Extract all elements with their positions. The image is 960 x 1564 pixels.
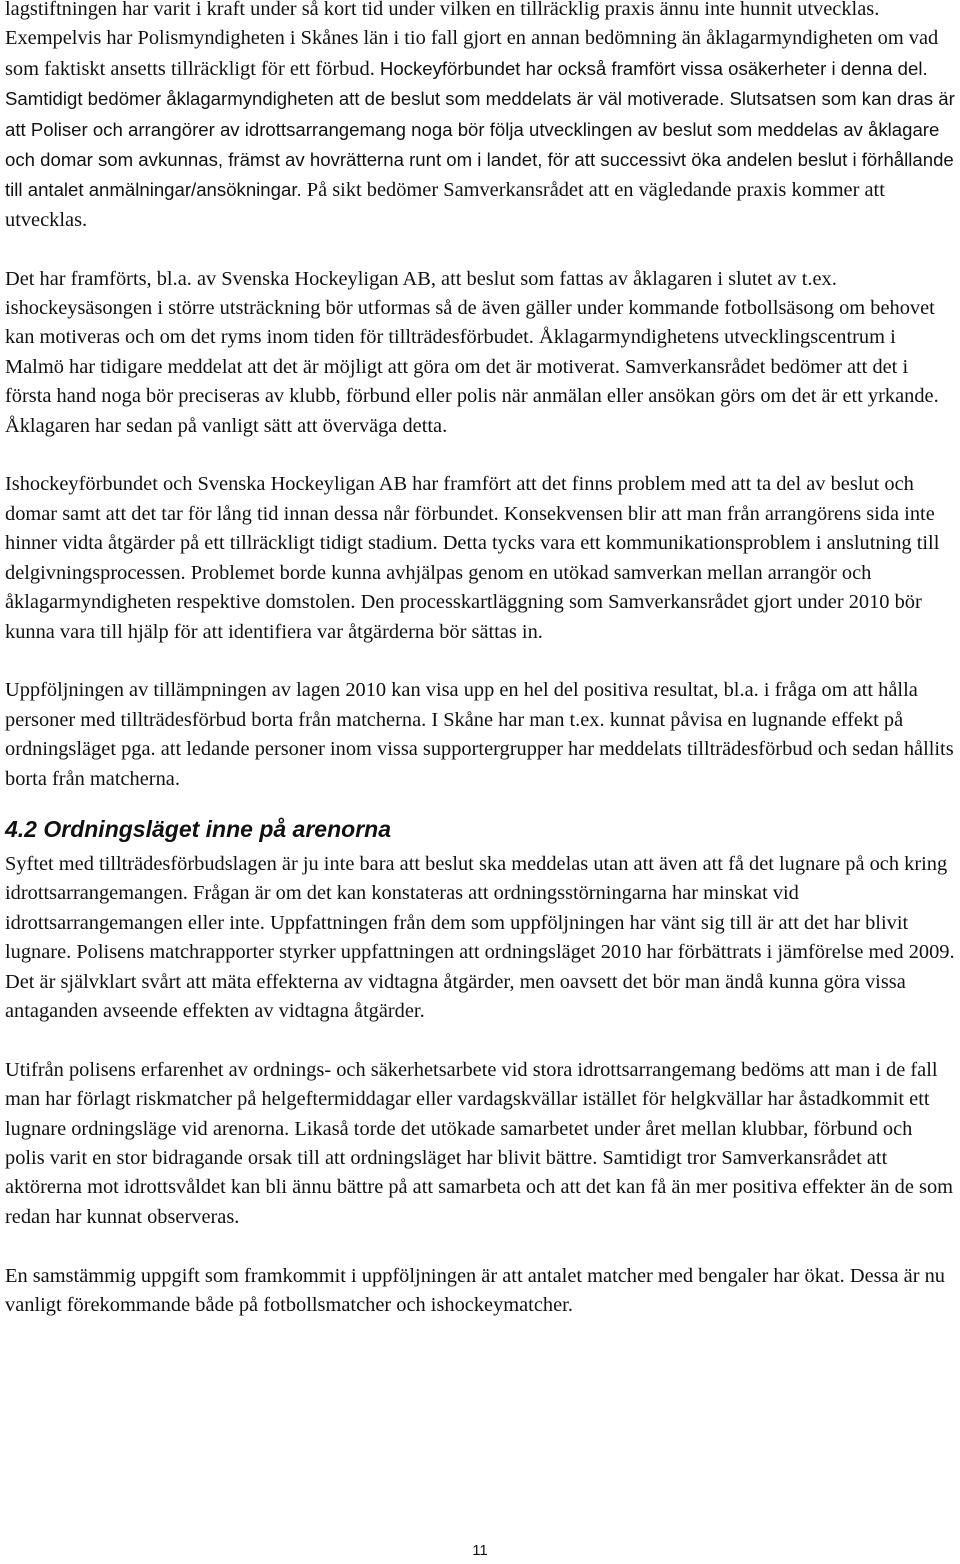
paragraph-run: Utifrån polisens erfarenhet av ordnings- och säkerhetsarbete vid stora idrottsarrangemang bedöms att man i de fall man har förlagt riskmatcher på helgeftermiddagar eller vardagskvällar istället för helgkvällar har åstadkommit ett lugnare ordningsläge vid arenorna. Likaså torde det utökade samarbetet under året mellan klubbar, förbund och polis varit en stor bidragande orsak till att ordningsläget har blivit bättre. Samtidigt tror Samverkansrådet att aktörerna mot idrottsvåldet kan bli ännu bättre på att samarbeta och att det kan få än mer positiva effekter än de som redan har kunnat observeras. bbox=[5, 1058, 954, 1228]
paragraph-uppfoljningen bbox=[5, 676, 957, 794]
paragraph-run: En samstämmig uppgift som framkommit i uppföljningen är att antalet matcher med bengaler har ökat. Dessa är nu vanligt förekommande både på fotbollsmatcher och ishockeymatcher. bbox=[5, 1264, 945, 1316]
paragraph-hockeyligan bbox=[5, 265, 957, 441]
paragraph-run: Ishockeyförbundet och Svenska Hockeyligan AB har framfört att det finns problem med att ta del av beslut och domar samt att det tar för lång tid innan dessa når förbundet. Konsekvensen blir att man från arrangörens sida inte hinner vidta åtgärder på ett tillräckligt tidigt stadium. Detta tycks vara ett kommunikationsproblem i anslutning till delgivningsprocessen. Problemet borde kunna avhjälpas genom en utökad samverkan mellan arrangör och åklagarmyndigheten respektive domstolen. Den processkartläggning som Samverkansrådet gjort under 2010 bör kunna vara till hjälp för att identifiera var åtgärderna bör sättas in. bbox=[5, 473, 940, 643]
document-page bbox=[5, 0, 957, 1350]
paragraph-run: lagstiftningen har varit i kraft under så kort tid under vilken en tillräcklig praxis ännu inte hunnit utvecklas. Exempelvis har Polismyndigheten i Skånes län i tio fall gjort en annan bedömning än åklagarmyndigheten om vad som faktiskt ansetts tillräckligt för ett förbud. bbox=[5, 0, 939, 80]
paragraph-run: På sikt bedömer Samverkansrådet att en vägledande praxis kommer att utvecklas. bbox=[5, 179, 885, 231]
section-heading: 4.2 Ordningsläget inne på arenorna bbox=[5, 815, 391, 842]
paragraph-run: Det har framförts, bl.a. av Svenska Hockeyligan AB, att beslut som fattas av åklagaren i slutet av t.ex. ishockeysäsongen i större utsträckning bör utformas så de även gäller under kommande fotbollsäsong om behovet kan motiveras och om det ryms inom tiden för tillträdesförbudet. Åklagarmyndighetens utvecklingscentrum i Malmö har tidigare meddelat att det är möjligt att göra om det är motiverat. Samverkansrådet bedömer att det i första hand noga bör preciseras av klubb, förbund eller polis när anmälan eller ansökan görs om det är ett yrkande. Åklagaren har sedan på vanligt sätt att överväga detta. bbox=[5, 267, 939, 437]
paragraph-ishockeyforbundet bbox=[5, 470, 957, 646]
paragraph-run: Uppföljningen av tillämpningen av lagen 2010 kan visa upp en hel del positiva resultat, bl.a. i fråga om att hålla personer med tillträdesförbud borta från matcherna. I Skåne har man t.ex. kunnat påvisa en lugnande effekt på ordningsläget pga. att ledande personer inom vissa supportergrupper har meddelats tillträdesförbud och sedan hållits borta från matcherna. bbox=[5, 679, 954, 790]
paragraph-run: Syftet med tillträdesförbudslagen är ju inte bara att beslut ska meddelas utan att även att få det lugnare på och kring idrottsarrangemangen. Frågan är om det kan konstateras att ordningsstörningarna har minskat vid idrottsarrangemangen eller inte. Uppfattningen från dem som uppföljningen har vänt sig till är att det har blivit lugnare. Polisens matchrapporter styrker uppfattningen att ordningsläget 2010 har förbättrats i jämförelse med 2009. Det är självklart svårt att mäta effekterna av vidtagna åtgärder, men oavsett det bör man ändå kunna göra vissa antaganden avseende effekten av vidtagna åtgärder. bbox=[5, 852, 955, 1022]
paragraph-run: Hockeyförbundet har också framfört vissa osäkerheter i denna del. Samtidigt bedömer åklagarmyndigheten att de beslut som meddelats är väl motiverade. Slutsatsen som kan dras är att Poliser och arrangörer av idrottsarrangemang noga bör följa utvecklingen av beslut som meddelas av åklagare och domar som avkunnas, främst av hovrätterna runt om i landet, för att successivt öka andelen beslut i förhållande till antalet anmälningar/ansökningar. bbox=[5, 57, 955, 201]
paragraph-bengaler bbox=[5, 1262, 957, 1321]
paragraph-syftet bbox=[5, 850, 957, 1026]
page-number: 11 bbox=[472, 1542, 488, 1559]
paragraph-utifran bbox=[5, 1056, 957, 1232]
paragraph-praxis bbox=[5, 0, 957, 235]
